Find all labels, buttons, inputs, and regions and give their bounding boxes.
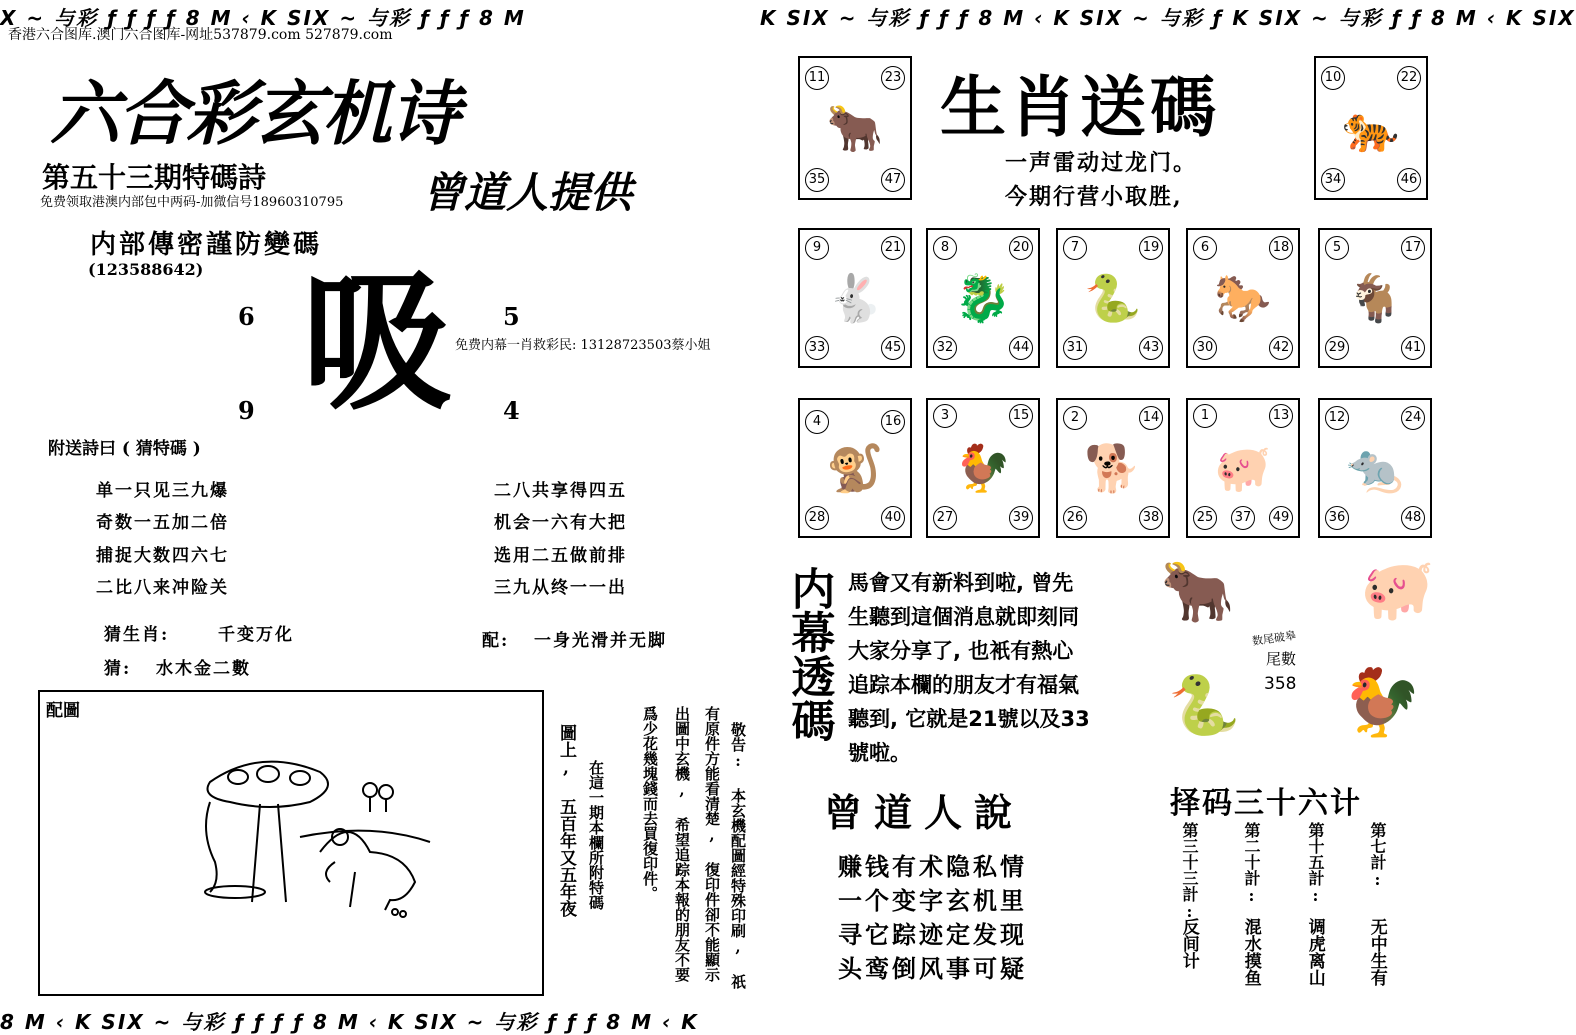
zodiac-number: 15 xyxy=(1009,404,1033,428)
corner-number-tl: 6 xyxy=(238,302,255,331)
zodiac-number: 11 xyxy=(805,66,829,90)
corner-number-tr: 5 xyxy=(503,302,520,331)
zodiac-number: 28 xyxy=(805,506,829,530)
zodiac-number: 25 xyxy=(1193,506,1217,530)
stratagem-number: 第三十三計: xyxy=(1180,822,1199,921)
zodiac-number: 36 xyxy=(1325,506,1349,530)
zodiac-number: 21 xyxy=(881,236,905,260)
says-title: 曾道人說 xyxy=(824,791,1025,835)
ox-icon: 🐂 xyxy=(1160,557,1235,627)
zodiac-number: 32 xyxy=(933,336,957,360)
vertical-note: 圖上, 五百年又五年夜 xyxy=(556,724,576,917)
poem-right-line: 机会一六有大把 xyxy=(494,513,627,533)
monkey-icon: 🐒 xyxy=(826,441,884,495)
bottom-banner: 8 M ‹ K SIX ~ 与彩 ƒ ƒ ƒ ƒ 8 M ‹ K SIX ~ 与彩 ƒ ƒ ƒ 8 M ‹ K xyxy=(0,1010,699,1034)
zodiac-number: 35 xyxy=(805,168,829,192)
corner-number-br: 4 xyxy=(503,396,520,425)
stratagem-number: 第七計: xyxy=(1368,822,1387,889)
secret-title: 内部傳密謹防變碼 xyxy=(90,230,323,260)
tiger-icon: 🐅 xyxy=(1342,101,1400,155)
inside-title: 内幕透碼 xyxy=(783,566,835,742)
stratagem-title: 择码三十六计 xyxy=(1170,786,1362,821)
zodiac-number: 12 xyxy=(1325,406,1349,430)
zodiac-card-horse xyxy=(1186,228,1300,368)
pig-icon: 🐖 xyxy=(1214,441,1272,495)
poem-right-line: 三九从终一一出 xyxy=(494,578,627,598)
zodiac-number: 4 xyxy=(805,410,829,434)
zodiac-number: 34 xyxy=(1321,168,1345,192)
zodiac-number: 5 xyxy=(1325,236,1349,260)
zodiac-number: 40 xyxy=(881,506,905,530)
tree-dog-illustration xyxy=(190,742,430,932)
zodiac-number: 44 xyxy=(1009,336,1033,360)
zodiac-number: 10 xyxy=(1321,66,1345,90)
vertical-note: 敬告: 本玄機配圖經特殊印刷, 祇 xyxy=(729,722,747,989)
issue-title: 第五十三期特碼詩 xyxy=(42,161,267,194)
top-banner-left: X ~ 与彩 ƒ ƒ ƒ ƒ 8 M ‹ K SIX ~ 与彩 ƒ ƒ ƒ 8 M xyxy=(0,6,526,30)
zodiac-number: 48 xyxy=(1401,506,1425,530)
zodiac-number: 6 xyxy=(1193,236,1217,260)
says-line: 寻它踪迹定发现 xyxy=(838,921,1027,949)
pair-label: 配: xyxy=(482,631,510,651)
zodiac-number: 41 xyxy=(1401,336,1425,360)
guess-label: 猜: xyxy=(104,659,132,679)
poem-intro: 附送詩曰 ( 猜特碼 ) xyxy=(48,439,201,459)
guess-value: 水木金二數 xyxy=(156,659,251,679)
guess-zodiac-value: 千变万化 xyxy=(218,625,294,645)
says-lines xyxy=(838,850,1027,986)
zodiac-number: 29 xyxy=(1325,336,1349,360)
poem-left-line: 奇数一五加二倍 xyxy=(96,513,229,533)
stratagem-name: 调虎离山 xyxy=(1304,918,1325,986)
zodiac-card-pig xyxy=(1186,398,1300,538)
zodiac-card-rooster xyxy=(926,398,1040,538)
zodiac-number: 20 xyxy=(1009,236,1033,260)
free-note: 免费领取港澳内部包中两码-加微信号18960310795 xyxy=(40,195,344,210)
secret-code: (123588642) xyxy=(88,260,204,279)
stratagem-name: 无中生有 xyxy=(1366,918,1387,986)
inside-text xyxy=(848,566,1148,770)
zodiac-number: 47 xyxy=(881,168,905,192)
inside-text-line: 聽到, 它就是21號以及33 xyxy=(848,707,1090,731)
tail-value: 358 xyxy=(1264,674,1297,694)
stratagem-name: 混水摸鱼 xyxy=(1240,918,1261,986)
zodiac-number: 1 xyxy=(1193,404,1217,428)
poem-left-line: 捕捉大数四六七 xyxy=(96,546,229,566)
side-note: 免费内幕一肖救彩民: 13128723503蔡小姐 xyxy=(455,338,711,353)
stratagem-number: 第十五計: xyxy=(1306,822,1325,905)
zodiac-card-dog xyxy=(1056,398,1170,538)
zodiac-number: 19 xyxy=(1139,236,1163,260)
picture-label: 配圖 xyxy=(46,701,80,721)
guess-zodiac-label: 猜生肖: xyxy=(104,625,170,645)
zodiac-number: 27 xyxy=(933,506,957,530)
zodiac-number: 2 xyxy=(1063,406,1087,430)
zodiac-number: 26 xyxy=(1063,506,1087,530)
zodiac-number: 3 xyxy=(933,404,957,428)
zodiac-card-ox xyxy=(798,56,912,200)
site-line: 香港六合图库.澳门六合图库-网址537879.com 527879.com xyxy=(8,27,393,43)
snake-icon: 🐍 xyxy=(1084,271,1142,325)
big-character: 吸 xyxy=(302,255,453,431)
zodiac-number: 13 xyxy=(1269,404,1293,428)
dragon-icon: 🐉 xyxy=(954,271,1012,325)
zodiac-number: 42 xyxy=(1269,336,1293,360)
inside-text-line: 大家分享了, 也衹有熱心 xyxy=(848,639,1074,663)
zodiac-card-monkey xyxy=(798,398,912,538)
zodiac-card-rabbit xyxy=(798,228,912,368)
snake-icon: 🐍 xyxy=(1168,671,1241,739)
zodiac-number: 43 xyxy=(1139,336,1163,360)
zodiac-number: 7 xyxy=(1063,236,1087,260)
poem-left-line: 二比八来冲险关 xyxy=(96,578,229,598)
zodiac-number: 33 xyxy=(805,336,829,360)
zodiac-card-dragon xyxy=(926,228,1040,368)
inside-text-line: 號啦。 xyxy=(848,741,911,765)
zodiac-number: 39 xyxy=(1009,506,1033,530)
vertical-note: 出圖中玄機, 希望追踪本報的朋友不要 xyxy=(673,706,691,982)
vertical-note: 在這一期本欄所附特碼 xyxy=(587,760,605,910)
vertical-note: 爲少花幾塊錢而去買復印件。 xyxy=(641,706,659,901)
zodiac-number: 37 xyxy=(1231,506,1255,530)
dog-icon: 🐕 xyxy=(1084,441,1142,495)
goat-icon: 🐐 xyxy=(1346,271,1404,325)
zodiac-number: 24 xyxy=(1401,406,1425,430)
stratagem-number: 第二十計: xyxy=(1242,822,1261,905)
zodiac-card-rat xyxy=(1318,398,1432,538)
poem-right-line: 选用二五做前排 xyxy=(494,546,627,566)
poem-left-line: 单一只见三九爆 xyxy=(96,481,229,501)
slogan-line-2: 今期行营小取胜, xyxy=(1005,184,1183,210)
zodiac-number: 18 xyxy=(1269,236,1293,260)
zodiac-number: 38 xyxy=(1139,506,1163,530)
zodiac-number: 22 xyxy=(1397,66,1421,90)
rooster-icon: 🐓 xyxy=(1340,664,1423,741)
says-line: 赚钱有术隐私情 xyxy=(838,853,1027,881)
zodiac-number: 8 xyxy=(933,236,957,260)
zodiac-number: 23 xyxy=(881,66,905,90)
zodiac-card-snake xyxy=(1056,228,1170,368)
zodiac-number: 49 xyxy=(1269,506,1293,530)
zodiac-number: 45 xyxy=(881,336,905,360)
tail-note-small: 数尾破皋 xyxy=(1251,628,1297,648)
pair-value: 一身光滑并无脚 xyxy=(534,631,667,651)
zodiac-card-tiger xyxy=(1314,56,1428,200)
picture-box xyxy=(38,690,544,996)
author-banner: 曾道人提供 xyxy=(422,168,633,217)
zodiac-number: 9 xyxy=(805,236,829,260)
zodiac-number: 17 xyxy=(1401,236,1425,260)
slogan-line-1: 一声雷动过龙门。 xyxy=(1005,150,1198,176)
says-line: 一个变字玄机里 xyxy=(838,887,1027,915)
inside-text-line: 馬會又有新料到啦, 曾先 xyxy=(848,571,1074,595)
inside-text-line: 生聽到這個消息就即刻同 xyxy=(848,605,1079,629)
vertical-note: 有原件方能看清楚, 復印件卻不能顯示 xyxy=(703,706,721,982)
zodiac-number: 16 xyxy=(881,410,905,434)
zodiac-title: 生肖送碼 xyxy=(940,69,1220,146)
stratagem-name: 反间计 xyxy=(1178,918,1199,969)
main-title: 六合彩玄机诗 xyxy=(50,73,458,155)
poem-right-line: 二八共享得四五 xyxy=(494,481,627,501)
top-banner-right: K SIX ~ 与彩 ƒ ƒ ƒ 8 M ‹ K SIX ~ 与彩 ƒ K SIX ~ 与彩 ƒ ƒ 8 M ‹ K SIX xyxy=(760,6,1576,30)
inside-text-line: 追踪本欄的朋友才有福氣 xyxy=(848,673,1079,697)
tail-label: 尾數 xyxy=(1266,650,1297,668)
rooster-icon: 🐓 xyxy=(954,441,1012,495)
says-line: 头鸾倒风事可疑 xyxy=(838,955,1027,983)
zodiac-number: 30 xyxy=(1193,336,1217,360)
rat-icon: 🐀 xyxy=(1346,441,1404,495)
corner-number-bl: 9 xyxy=(238,396,255,425)
zodiac-number: 46 xyxy=(1397,168,1421,192)
rabbit-icon: 🐇 xyxy=(826,271,884,325)
zodiac-card-goat xyxy=(1318,228,1432,368)
zodiac-number: 31 xyxy=(1063,336,1087,360)
ox-icon: 🐂 xyxy=(826,101,884,155)
horse-icon: 🐎 xyxy=(1214,271,1272,325)
pig-icon: 🐖 xyxy=(1360,555,1435,625)
zodiac-number: 14 xyxy=(1139,406,1163,430)
